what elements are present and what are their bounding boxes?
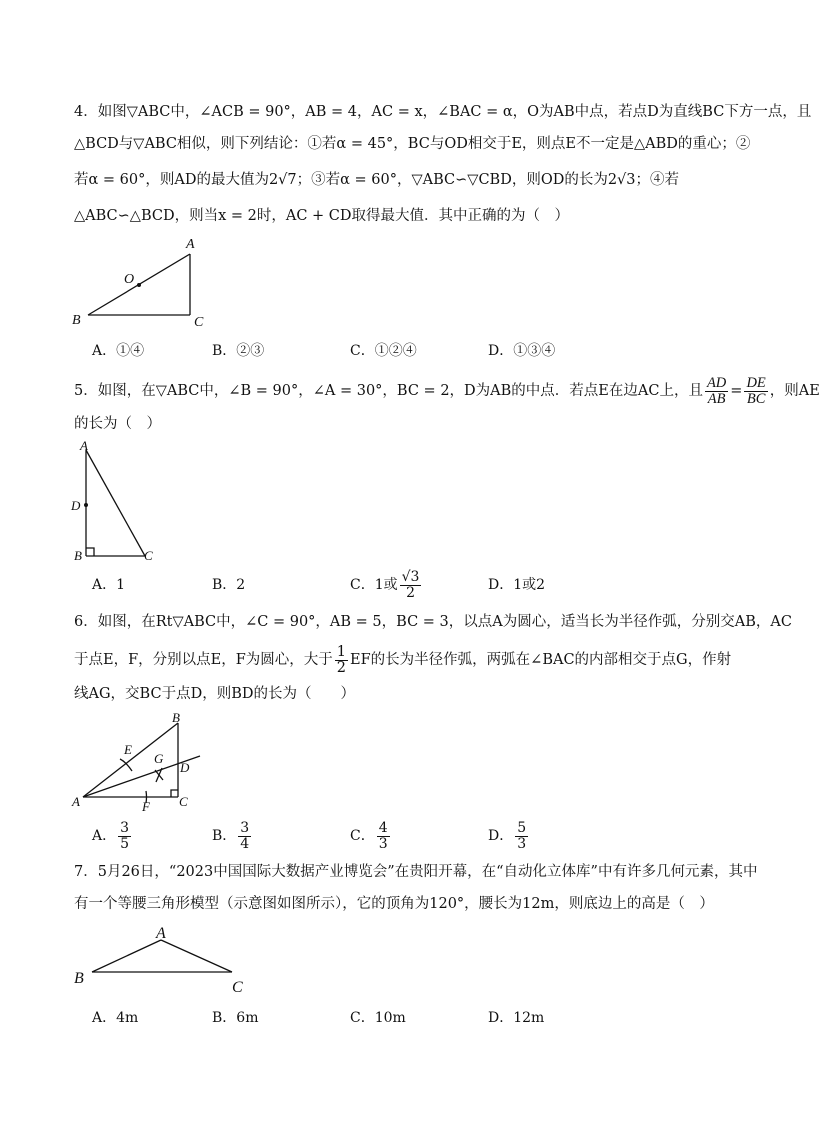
q6-option-b[interactable]: B． $\frac{3}{4}$: [212, 819, 250, 852]
q4-option-c[interactable]: C．①②④: [350, 343, 417, 359]
q4-label-b: B: [72, 313, 81, 328]
q6-label-d: D: [180, 760, 190, 775]
q6-stem-text-a: 于点E，F，分别以点E，F为圆心，大于: [74, 652, 333, 668]
q5-stem-line-2: 的长为（ ）: [74, 416, 161, 432]
q6-label-b: B: [172, 710, 180, 725]
q7-option-a[interactable]: A．4m: [92, 1010, 139, 1026]
q7-label-b: B: [74, 970, 84, 987]
q6-label-c: C: [179, 794, 188, 809]
q6-label-e: E: [124, 742, 132, 757]
q6-option-c[interactable]: C． $\frac{4}{3}$: [350, 819, 388, 852]
q6-label-a: A: [72, 794, 80, 809]
q6-stem-line-3: 线AG，交BC于点D，则BD的长为（ ）: [74, 686, 355, 702]
q5-stem-text-a: 5．如图，在▽ABC中，∠B = 90°，∠A = 30°，BC = 2，D为AB的中点．若点E在边AC上，且: [74, 383, 703, 399]
q4-stem-line-2: △BCD与▽ABC相似，则下列结论：①若α = 45°，BC与OD相交于E，则点E不一定是△ABD的重心；②: [74, 136, 751, 152]
q7-figure: [66, 920, 266, 1000]
q4-label-a: A: [186, 237, 195, 252]
q5-label-d: D: [71, 498, 81, 513]
q6-stem-line-2: [74, 642, 731, 678]
q5-label-c: C: [144, 548, 153, 563]
q5-option-d[interactable]: D．1或2: [488, 577, 546, 593]
q6-stem-line-1: 6．如图，在Rt▽ABC中，∠C = 90°，AB = 5，BC = 3，以点A为圆心，适当长为半径作弧，分别交AB，AC: [74, 614, 792, 630]
q6-stem-text-b: EF的长为半径作弧，两弧在∠BAC的内部相交于点G，作射: [350, 652, 732, 668]
q5-label-b: B: [74, 548, 82, 563]
q5-option-c-fraction: $\frac{√3}{2}$: [401, 568, 420, 601]
q5-fraction-de-bc: $\frac{DE}{BC}$: [746, 374, 766, 407]
q7-label-a: A: [156, 925, 166, 942]
q6-option-a-fraction: $\frac{3}{5}$: [120, 819, 130, 852]
q7-stem-line-1: 7．5月26日，“2023中国国际大数据产业博览会”在贵阳开幕，在“自动化立体库”中有许多几何元素，其中: [74, 864, 758, 880]
q5-equals: =: [730, 383, 743, 399]
q5-option-a[interactable]: A．1: [92, 577, 126, 593]
q5-option-c[interactable]: [350, 568, 423, 602]
q4-label-o: O: [124, 272, 135, 287]
q6-option-a[interactable]: A． $\frac{3}{5}$: [92, 819, 130, 852]
q6-option-d[interactable]: D． $\frac{5}{3}$: [488, 819, 527, 852]
q4-stem-line-1: 4．如图▽ABC中，∠ACB = 90°，AB = 4，AC = x，∠BAC = α，O为AB中点，若点D为直线BC下方一点，且: [74, 104, 812, 120]
q5-option-b[interactable]: B．2: [212, 577, 246, 593]
q6-figure: [66, 706, 216, 816]
q4-option-d[interactable]: D．①③④: [488, 343, 556, 359]
q4-label-c: C: [194, 315, 204, 330]
q6-label-f: F: [142, 799, 150, 814]
q7-option-c[interactable]: C．10m: [350, 1010, 406, 1026]
q4-stem-line-4: △ABC∽△BCD，则当x = 2时，AC + CD取得最大值．其中正确的为（ ）: [74, 208, 570, 224]
q5-fraction-ad-ab: $\frac{AD}{AB}$: [706, 374, 727, 407]
q5-option-c-prefix: C．1或: [350, 577, 398, 593]
q4-option-b[interactable]: B．②③: [212, 343, 265, 359]
q5-label-a: A: [80, 438, 88, 453]
q5-point-d: [84, 503, 88, 507]
q4-figure: [66, 234, 216, 334]
q7-label-c: C: [232, 979, 243, 996]
q7-option-d[interactable]: D．12m: [488, 1010, 545, 1026]
q5-stem-text-b: ，则AE: [769, 383, 820, 399]
q6-option-d-fraction: $\frac{5}{3}$: [517, 819, 527, 852]
q4-option-a[interactable]: A．①④: [92, 343, 145, 359]
q7-stem-line-2: 有一个等腰三角形模型（示意图如图所示），它的顶角为120°，腰长为12m，则底边上的高是（ ）: [74, 896, 714, 912]
q6-fraction-half: $\frac{1}{2}$: [336, 643, 347, 676]
q4-point-o: [137, 283, 141, 287]
q6-option-b-fraction: $\frac{3}{4}$: [240, 819, 250, 852]
q6-option-c-fraction: $\frac{4}{3}$: [378, 819, 388, 852]
q7-option-b[interactable]: B．6m: [212, 1010, 259, 1026]
q5-stem-line-1: [74, 375, 820, 407]
q6-label-g: G: [154, 751, 164, 766]
q5-figure: [66, 438, 166, 566]
q4-stem-line-3: 若α = 60°，则AD的最大值为2√7；③若α = 60°，▽ABC∽▽CBD，则OD的长为2√3；④若: [74, 172, 680, 188]
